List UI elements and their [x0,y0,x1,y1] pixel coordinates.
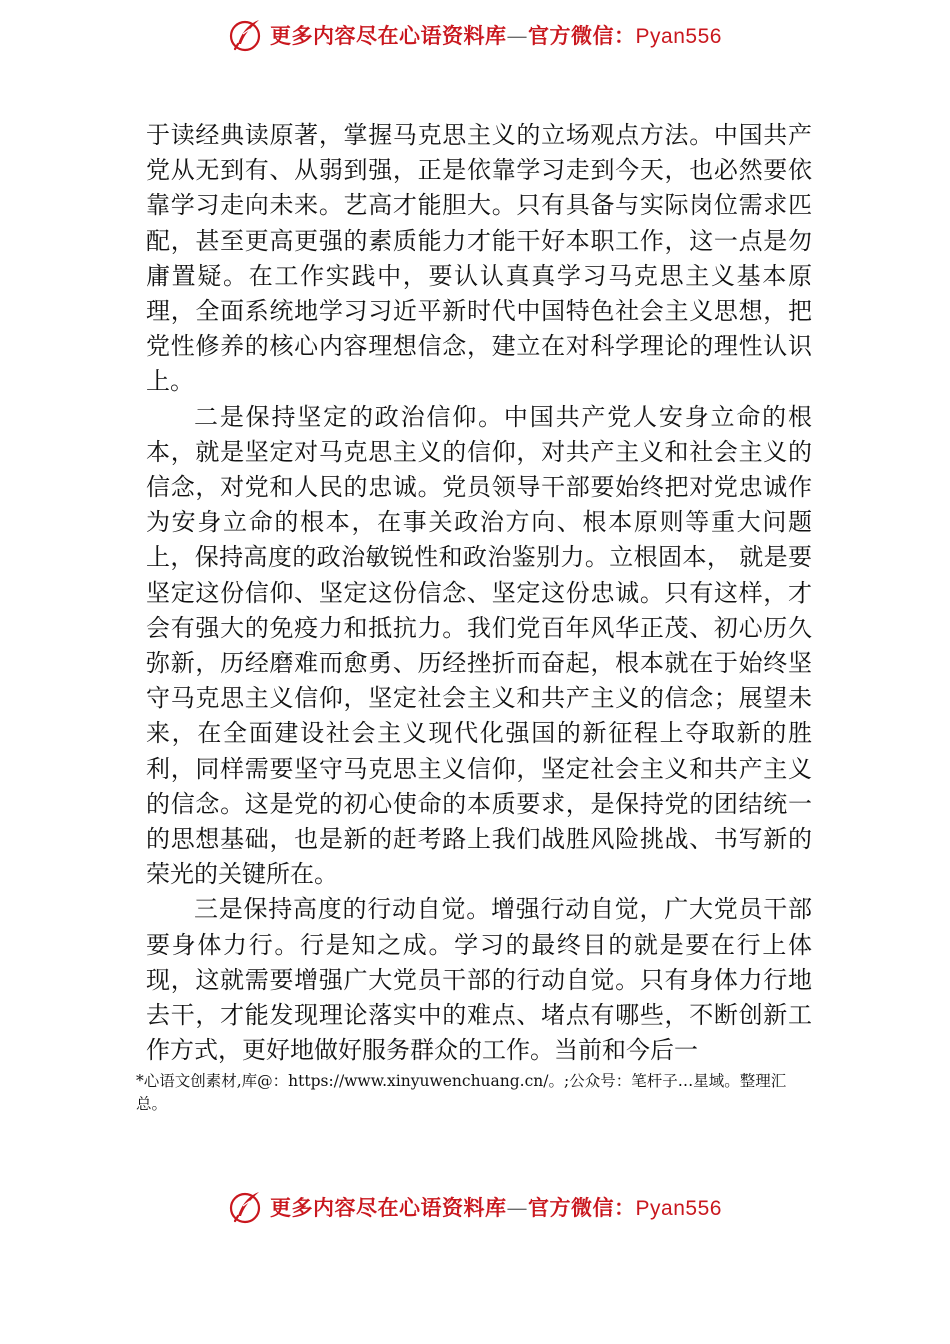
paragraph-3: 三是保持高度的行动自觉。增强行动自觉，广大党员干部要身体力行。行是知之成。学习的最终目的就是要在行上体现，这就需要增强广大党员干部的行动自觉。只有身体力行地去干，才能发现理论落实中的难点、堵点有哪些，不断创新工作方式，更好地做好服务群众的工作。当前和今后一 [146,895,812,1065]
wechat-id: Pyan556 [635,25,722,48]
quill-logo-icon [228,1189,264,1225]
banner-text: 更多内容尽在心语资料库—官方微信：Pyan556 [270,1195,722,1220]
paragraph-2: 二是保持坚定的政治信仰。中国共产党人安身立命的根本，就是坚定对马克思主义的信仰，对共产主义和社会主义的信念，对党和人民的忠诚。党员领导干部要始终把对党忠诚作为安身立命的根本，在事关政治方向、根本原则等重大问题上，保持高度的政治敏锐性和政治鉴别力。立根固本， 就是要坚定这份信仰、坚定这份信念、坚定这份忠诚。只有这样，才会有强大的免疫力和抵抗力。我们党百年风华正茂、初心历久弥新，历经磨难而愈勇、历经挫折而奋起，根本就在于始终坚守马克思主义信仰，坚定社会主义和共产主义的信念；展望未来，在全面建设社会主义现代化强国的新征程上夺取新的胜利，同样需要坚守马克思主义信仰，坚定社会主义和共产主义的信念。这是党的初心使命的本质要求，是保持党的团结统一的思想基础，也是新的赶考路上我们战胜风险挑战、书写新的荣光的关键所在。 [146,402,812,889]
quill-logo-icon [228,17,264,53]
banner-text: 更多内容尽在心语资料库—官方微信：Pyan556 [270,23,722,48]
wechat-id: Pyan556 [635,1197,722,1220]
footer-banner [0,1182,950,1232]
source-footnote: *心语文创素材,库@：https://www.xinyuwenchuang.cn/。;公众号：笔杆子…星域。整理汇总。 [136,1072,787,1113]
document-body [146,118,812,1068]
paragraph-1: 于读经典读原著，掌握马克思主义的立场观点方法。中国共产党从无到有、从弱到强，正是依靠学习走到今天，也必然要依靠学习走向未来。艺高才能胆大。只有具备与实际岗位需求匹配，甚至更高更强的素质能力才能干好本职工作，这一点是勿庸置疑。在工作实践中，要认认真真学习马克思主义基本原理，全面系统地学习习近平新时代中国特色社会主义思想，把党性修养的核心内容理想信念，建立在对科学理论的理性认识上。 [146,121,812,396]
header-banner [0,10,950,60]
